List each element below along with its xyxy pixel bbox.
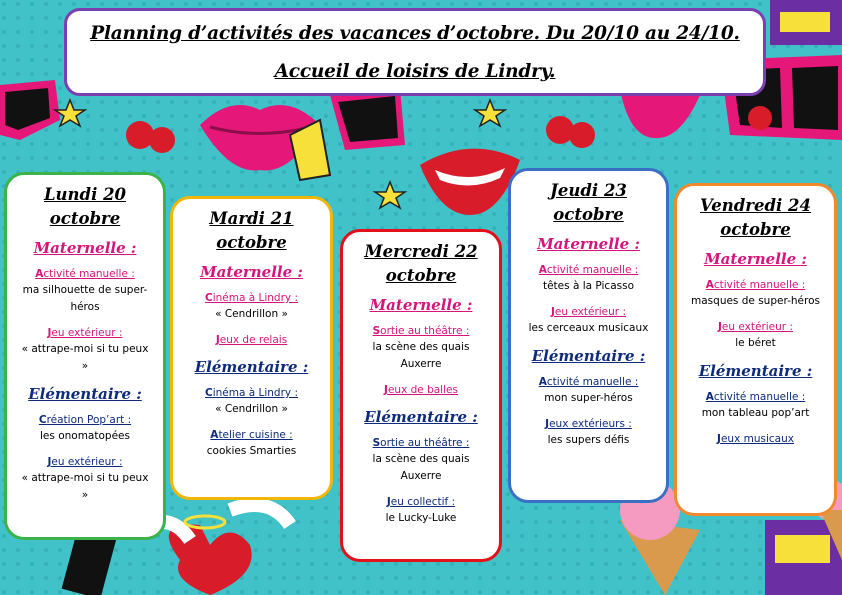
- section-maternelle: Maternelle :: [537, 235, 640, 253]
- activity-desc: le Lucky-Luke: [385, 512, 457, 524]
- day-title: Jeudi 23 octobre: [550, 181, 627, 224]
- activity: Jeu collectif : le Lucky-Luke: [353, 495, 489, 527]
- section-maternelle: Maternelle :: [369, 296, 473, 314]
- activity: Cinéma à Lindry : « Cendrillon »: [183, 386, 320, 418]
- activity-desc: la scène des quais Auxerre: [372, 341, 470, 370]
- day-card-friday: [674, 183, 837, 516]
- section-maternelle: Maternelle :: [33, 239, 137, 257]
- activity: Création Pop’art : les onomatopées: [17, 413, 153, 445]
- activity: Atelier cuisine : cookies Smarties: [183, 428, 320, 460]
- activity-desc: mon tableau pop’art: [701, 407, 810, 419]
- section-maternelle: Maternelle :: [200, 263, 303, 281]
- activity: Sortie au théâtre : la scène des quais Auxerre: [353, 436, 489, 485]
- activity-desc: masques de super-héros: [691, 295, 820, 307]
- activity-desc: le béret: [735, 337, 776, 349]
- activity-desc: les supers défis: [547, 434, 630, 446]
- day-title: Mercredi 22 octobre: [364, 242, 478, 285]
- day-title: Vendredi 24 octobre: [699, 196, 812, 239]
- activity: Activité manuelle : masques de super-héros: [687, 278, 824, 310]
- activity-desc: « Cendrillon »: [215, 308, 288, 320]
- activity: Jeu extérieur : « attrape-moi si tu peux »: [17, 455, 153, 504]
- section-elementaire: Elémentaire :: [194, 358, 309, 376]
- activity-desc: « Cendrillon »: [215, 403, 288, 415]
- activity-desc: « attrape-moi si tu peux »: [21, 343, 149, 372]
- title-box: [64, 8, 766, 96]
- activity: Cinéma à Lindry : « Cendrillon »: [183, 291, 320, 323]
- section-elementaire: Elémentaire :: [364, 408, 478, 426]
- activity: Jeu extérieur : les cerceaux musicaux: [521, 305, 656, 337]
- activity-desc: ma silhouette de super-héros: [22, 284, 148, 313]
- activity-desc: les onomatopées: [40, 430, 130, 442]
- activity-desc: cookies Smarties: [206, 445, 297, 457]
- day-card-monday: [4, 172, 166, 540]
- day-card-thursday: [508, 168, 669, 503]
- section-elementaire: Elémentaire :: [531, 347, 646, 365]
- activity: Jeux musicaux: [717, 433, 794, 445]
- activity: Activité manuelle : mon tableau pop’art: [687, 390, 824, 422]
- activity: Jeu extérieur : le béret: [687, 320, 824, 352]
- day-card-wednesday: [340, 229, 502, 562]
- activity-desc: mon super-héros: [544, 392, 633, 404]
- activity-desc: « attrape-moi si tu peux »: [21, 472, 149, 501]
- activity: Jeux de balles: [384, 384, 458, 396]
- activity: Jeu extérieur : « attrape-moi si tu peux »: [17, 326, 153, 375]
- activity-desc: têtes à la Picasso: [542, 280, 634, 292]
- activity: Activité manuelle : mon super-héros: [521, 375, 656, 407]
- section-elementaire: Elémentaire :: [28, 385, 142, 403]
- section-maternelle: Maternelle :: [704, 250, 807, 268]
- activity-desc: la scène des quais Auxerre: [372, 453, 470, 482]
- day-title: Lundi 20 octobre: [43, 185, 127, 228]
- day-title: Mardi 21 octobre: [209, 209, 294, 252]
- activity-desc: les cerceaux musicaux: [528, 322, 649, 334]
- page-subtitle: Accueil de loisirs de Lindry.: [274, 61, 556, 82]
- page-title: Planning d’activités des vacances d’octobre. Du 20/10 au 24/10.: [90, 23, 740, 44]
- section-elementaire: Elémentaire :: [698, 362, 813, 380]
- activity: Jeux de relais: [215, 334, 288, 346]
- activity: Jeux extérieurs : les supers défis: [521, 417, 656, 449]
- activity: Activité manuelle : ma silhouette de super-héros: [17, 267, 153, 316]
- day-card-tuesday: [170, 196, 333, 500]
- activity: Activité manuelle : têtes à la Picasso: [521, 263, 656, 295]
- activity: Sortie au théâtre : la scène des quais Auxerre: [353, 324, 489, 373]
